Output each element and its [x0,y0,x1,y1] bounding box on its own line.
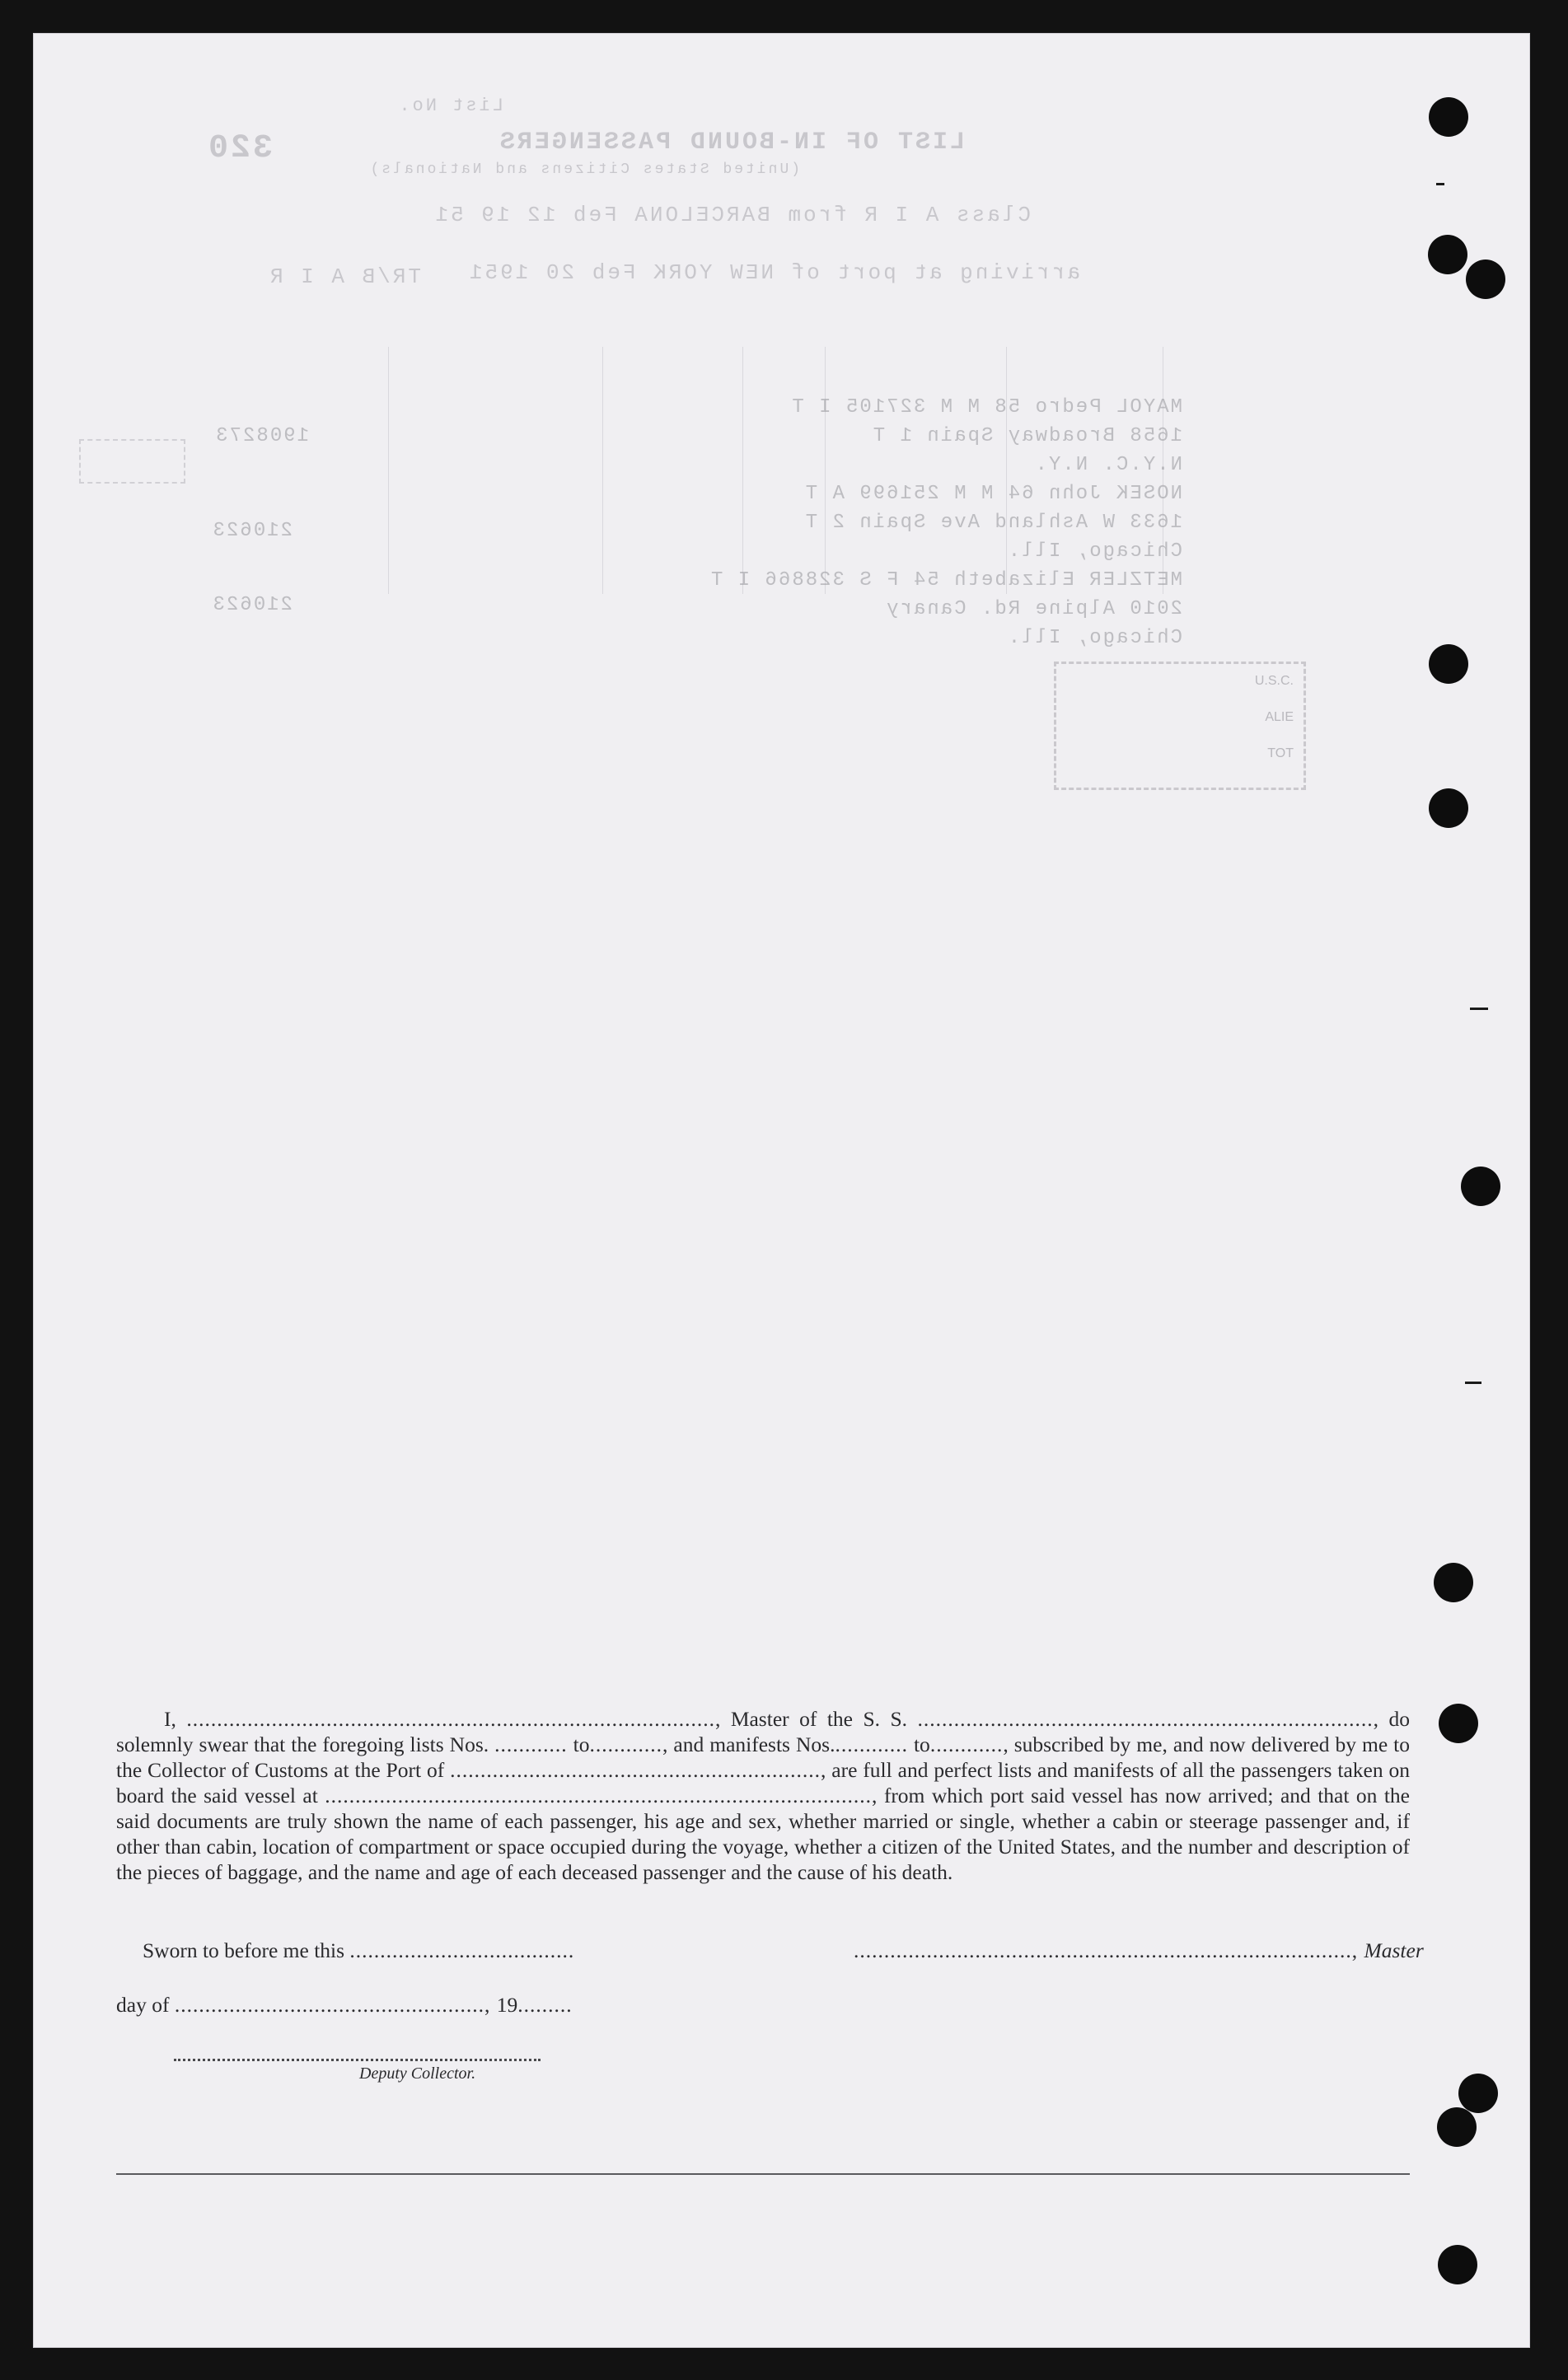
oath-text: , are full and perfect lists and manifests of all the passengers taken on board the said vessel at [116,1758,1410,1807]
oath-text: to [567,1732,590,1756]
ghost-row: 1658 Broadway Spain 1 T [871,425,1182,447]
stamp-line: ALIE [1265,710,1294,724]
ghost-side-code: 210623 [211,520,293,542]
ghost-title: LIST OF IN-BOUND PASSENGERS [497,129,965,157]
punch-hole [1458,2074,1498,2113]
punch-hole [1428,235,1467,274]
master-oath: I, ......................................................................................., Master of the S. S. ..........................................................................., do solemnly swear that the foregoing lists Nos. ............ to............, and manifests Nos............. to............, subscribed by me, and now delivered by me to the Collector of Customs at the Port of ............................................................., are full and perfect lists and manifests of all the passengers taken on board the said vessel at .........................................................................................., from which port said vessel has now arrived; and that on the said documents are truly shown the name of each passenger, his age and sex, whether married or single, whether a cabin or steerage passenger and, if other than cabin, location of compartment or space occupied during the voyage, whether a citizen of the United States, and the number and description of the pieces of baggage, and the name and age of each deceased passenger and the cause of his death. [116,1707,1410,1884]
punch-hole [1429,97,1468,137]
ghost-arrival-line: arriving at port of NEW YORK Feb 20 1951 [466,260,1080,285]
ghost-side-code: 210623 [211,594,293,616]
bleed-through-rows [33,34,1528,693]
manifest-page [33,33,1530,2348]
ghost-row: METZLER Elizabeth 54 F S 328866 I T [709,569,1182,591]
deputy-signature-line [174,2059,541,2061]
punch-hole [1438,2245,1477,2284]
margin-mark [1436,183,1444,185]
ghost-page-no: 320 [205,130,273,167]
ghost-row: 2010 Alpine Rd. Canary [885,598,1182,620]
punch-hole [1439,1704,1478,1743]
punch-hole [1434,1563,1473,1602]
faded-stamp [1054,662,1306,790]
stamp-line: U.S.C. [1254,674,1294,688]
sworn-label: Sworn to before me this [143,1938,345,1962]
master-signature-row: .................................................................................., Master [854,1938,1424,1962]
punch-hole [1429,788,1468,828]
ghost-list-no: List No. [396,96,503,116]
punch-hole [1466,260,1505,299]
master-label: Master [1364,1938,1424,1962]
oath-text: , from which port said vessel has now arrived; and that on the said documents are truly shown the name of each passenger, his age and sex, whether married or single, whether a cabin or steerage passenger and, if other than cabin, location of compartment or space occupied during the voyage, whether a citizen of the United States, and the number and description of the pieces of baggage, and the name and age of each deceased passenger and the cause of his death. [116,1784,1410,1884]
ghost-row: MAYOL Pedro 58 M M 327105 I T [790,396,1182,418]
year-prefix: 19 [496,1993,518,2017]
oath-text: to [907,1732,930,1756]
ghost-row: N.Y.C. N.Y. [1033,454,1182,476]
ghost-row: NOSEK John 64 M M 251699 A T [803,483,1182,505]
ghost-vessel-line: Class A I R from BARCELONA Feb 12 19 51 [433,203,1031,227]
day-of-row: day of ..................................................., 19......... [116,1993,573,2017]
punch-hole [1437,2107,1477,2147]
oath-text: , and manifests Nos. [662,1732,835,1756]
punch-hole [1461,1167,1500,1206]
sworn-row: Sworn to before me this ..................................... [143,1938,575,1962]
ghost-flight-line: TR/B A I R [267,264,421,289]
ghost-row: 1633 W Ashland Ave Spain 2 T [803,512,1182,534]
margin-mark [1470,1008,1488,1010]
oath-text: I, [164,1707,187,1731]
ghost-side-code: 1908273 [214,425,309,447]
oath-text: , do solemnly swear that the foregoing lists Nos. [116,1707,1410,1756]
deputy-collector-label: Deputy Collector. [359,2064,476,2083]
ghost-subtitle: (United States Citizens and Nationals) [367,161,800,178]
ghost-row: Chicago, Ill. [1006,627,1182,649]
ghost-row: Chicago, Ill. [1006,540,1182,563]
oath-text: , Master of the S. S. [714,1707,918,1731]
punch-hole [1429,644,1468,684]
stamp-line: TOT [1267,746,1294,760]
bottom-rule [116,2173,1410,2175]
day-of-label: day of [116,1993,170,2017]
margin-mark [1465,1382,1481,1384]
oath-text: , subscribed by me, and now delivered by me to the Collector of Customs at the Port of [116,1732,1410,1782]
